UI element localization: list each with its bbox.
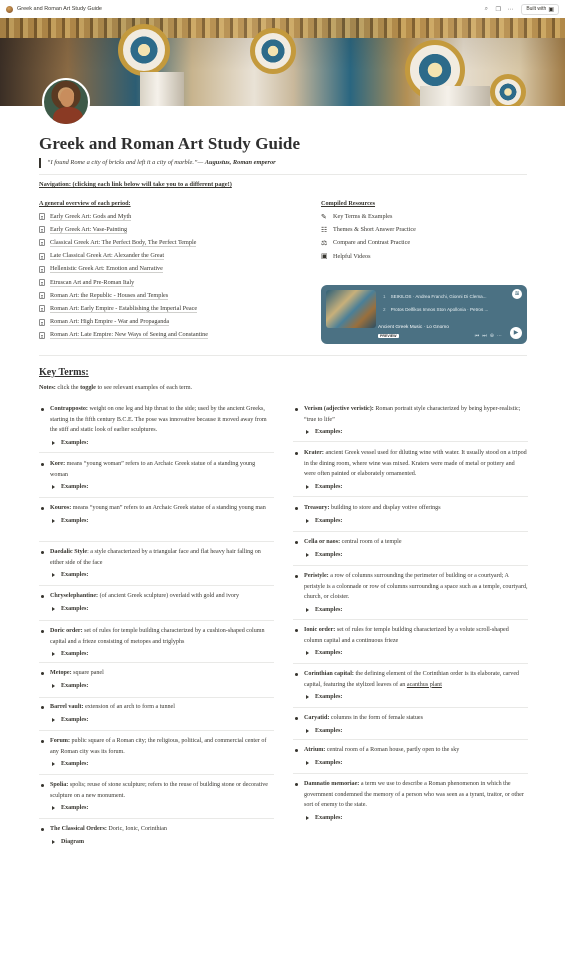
overview-link[interactable] — [39, 263, 208, 276]
play-button[interactable]: ▶ — [510, 327, 522, 339]
examples-toggle[interactable] — [304, 427, 528, 438]
page-icon — [39, 226, 45, 233]
key-term-item — [39, 668, 274, 691]
overview-link-label: Early Greek Art: Vase-Painting — [50, 225, 128, 233]
term-separator — [293, 531, 528, 532]
examples-toggle[interactable] — [304, 605, 528, 616]
term-definition: the defining element of the Corinthian order is its elaborate, carved capital, featuring the stylized leaves of an — [304, 671, 520, 688]
toggle-triangle-icon[interactable] — [52, 573, 55, 577]
examples-label: Examples: — [315, 551, 343, 558]
page-icon — [39, 239, 45, 246]
term-definition: ancient Greek vessel used for diluting wine with water. It usually stood on a tripod in the dining room, where wine was mixed. Kraters were made of metal or pottery and were often painted or elaborately ornamented. — [304, 450, 527, 478]
examples-label: Examples: — [61, 605, 89, 612]
key-terms-heading: Key Terms: — [39, 367, 89, 378]
key-term-item — [293, 745, 528, 768]
tab-title[interactable]: Greek and Roman Art Study Guide — [17, 6, 102, 12]
term-definition: square panel — [71, 670, 104, 676]
term-separator — [293, 565, 528, 566]
copy-icon[interactable]: ❐ — [495, 6, 501, 13]
term-name: Barrel vault: — [50, 704, 84, 710]
examples-label: Examples: — [61, 439, 89, 446]
video-icon: ▣ — [321, 252, 328, 261]
overview-link-label: Early Greek Art: Gods and Myth — [50, 212, 132, 220]
divider — [39, 355, 527, 356]
term-name: Spolia: — [50, 782, 69, 788]
term-separator — [293, 619, 528, 620]
toggle-triangle-icon[interactable] — [306, 729, 309, 733]
built-with-label: Built with — [526, 6, 547, 12]
browser-top-bar — [0, 0, 565, 18]
term-definition: means “young man” refers to an Archaic Greek statue of a standing young man — [71, 505, 266, 511]
term-name: Caryatid: — [304, 715, 330, 721]
term-definition: (of ancient Greek sculpture) overlaid with gold and ivory — [98, 593, 240, 599]
examples-label: Examples: — [61, 805, 89, 812]
toggle-triangle-icon[interactable] — [306, 761, 309, 765]
overview-link[interactable] — [39, 236, 208, 249]
key-term-item — [293, 448, 528, 492]
overview-link-label: Roman Art: Late Empire: New Ways of Seeing and Constantine — [50, 331, 208, 339]
examples-toggle[interactable] — [50, 482, 274, 493]
examples-toggle[interactable] — [50, 803, 274, 814]
key-term-item — [293, 503, 528, 526]
term-separator — [39, 497, 274, 498]
term-name: Verism (adjective veristic): — [304, 406, 374, 412]
examples-toggle[interactable] — [50, 516, 274, 527]
examples-label: Examples: — [315, 650, 343, 657]
term-name: Daedalic Style — [50, 549, 88, 555]
term-definition: columns in the form of female statues — [329, 715, 423, 721]
pencil-note-icon: ✎ — [321, 212, 327, 221]
examples-toggle[interactable] — [304, 550, 528, 561]
examples-toggle[interactable] — [304, 648, 528, 659]
term-definition: central room of a temple — [340, 539, 402, 545]
examples-label: Diagram — [61, 838, 85, 845]
term-name: Contrapposto: — [50, 406, 88, 412]
term-definition: extension of an arch to form a tunnel — [83, 704, 175, 710]
navigation-label: Navigation: (clicking each link below will take you to a different page!) — [39, 181, 232, 188]
term-name: Doric order: — [50, 628, 83, 634]
examples-toggle[interactable] — [50, 715, 274, 726]
more-icon[interactable]: ⋯ — [507, 6, 514, 13]
toggle-triangle-icon[interactable] — [306, 608, 309, 612]
checklist-icon: ☷ — [321, 225, 328, 234]
key-terms-notes: Notes: click the toggle to see relevant examples of each term. — [39, 384, 193, 391]
term-link[interactable]: acanthus plant — [406, 681, 442, 688]
key-term-item — [293, 669, 528, 703]
page-icon — [39, 266, 45, 273]
page-icon — [39, 213, 45, 220]
toggle-triangle-icon[interactable] — [306, 519, 309, 523]
term-separator — [39, 662, 274, 663]
built-with-button[interactable] — [521, 4, 559, 15]
examples-toggle[interactable] — [50, 649, 274, 660]
examples-toggle[interactable] — [304, 482, 528, 493]
key-term-item — [39, 736, 274, 770]
now-playing: Ancient Greek Music · Lo Gnomo — [378, 325, 449, 330]
toggle-triangle-icon[interactable] — [306, 485, 309, 489]
examples-toggle[interactable] — [50, 604, 274, 615]
player-controls[interactable] — [475, 333, 505, 339]
resources-list — [321, 210, 416, 263]
toggle-triangle-icon[interactable] — [306, 816, 309, 820]
toggle-triangle-icon[interactable] — [52, 762, 55, 766]
term-name: Cella or naos: — [304, 539, 341, 545]
spotify-logo-icon[interactable]: ≋ — [512, 289, 522, 299]
overview-link[interactable] — [39, 302, 208, 315]
examples-label: Examples: — [61, 761, 89, 768]
examples-toggle[interactable] — [304, 813, 528, 824]
key-term-item — [39, 404, 274, 448]
examples-toggle[interactable] — [304, 692, 528, 703]
term-separator — [39, 818, 274, 819]
resource-link[interactable] — [321, 250, 416, 263]
examples-toggle[interactable] — [304, 758, 528, 769]
term-definition: set of rules for temple building characterized by a cushion-shaped column capital and a frieze consisting of metopes and triglyphs — [50, 628, 265, 645]
toggle-triangle-icon[interactable] — [306, 651, 309, 655]
quote-author: Augustus, Roman emperor — [204, 159, 276, 166]
toggle-triangle-icon[interactable] — [52, 652, 55, 656]
overview-link[interactable] — [39, 223, 208, 236]
resource-link-label: Key Terms & Examples — [333, 213, 393, 221]
term-separator — [39, 697, 274, 698]
quote-text: “I found Rome a city of bricks and left it a city of marble.”— — [47, 159, 205, 166]
examples-toggle[interactable] — [50, 837, 274, 848]
key-term-item — [39, 591, 274, 614]
term-name: Krater: — [304, 450, 324, 456]
term-separator — [39, 452, 274, 453]
resource-link[interactable] — [321, 236, 416, 249]
page-title: Greek and Roman Art Study Guide — [39, 134, 301, 153]
term-name: Corinthian capital: — [304, 671, 354, 677]
toggle-triangle-icon[interactable] — [52, 806, 55, 810]
examples-label: Examples: — [315, 429, 343, 436]
page-icon — [39, 279, 45, 286]
page-favicon-icon — [6, 6, 13, 13]
term-separator — [39, 774, 274, 775]
examples-label: Examples: — [61, 484, 89, 491]
overview-link-label: Hellenistic Greek Art: Emotion and Narrative — [50, 265, 163, 273]
overview-link-label: Late Classical Greek Art: Alexander the Great — [50, 252, 165, 260]
examples-label: Examples: — [61, 651, 89, 658]
term-separator — [293, 496, 528, 497]
album-art — [326, 290, 376, 328]
toggle-triangle-icon[interactable] — [52, 607, 55, 611]
toggle-triangle-icon[interactable] — [52, 519, 55, 523]
examples-toggle[interactable] — [304, 516, 528, 527]
page-icon — [39, 319, 45, 326]
resource-link-label: Themes & Short Answer Practice — [333, 226, 416, 234]
overview-link[interactable] — [39, 316, 208, 329]
term-name: Atrium: — [304, 747, 326, 753]
examples-label: Examples: — [315, 606, 343, 613]
examples-label: Examples: — [315, 727, 343, 734]
term-separator — [293, 739, 528, 740]
term-name: Peristyle: — [304, 573, 329, 579]
key-term-item — [39, 824, 274, 847]
add-icon: ⊕ — [489, 333, 497, 339]
page-icon — [39, 292, 45, 299]
overview-link[interactable] — [39, 210, 208, 223]
overview-link-label: Roman Art: Early Empire - Establishing the Imperial Peace — [50, 304, 198, 312]
page-icon — [39, 332, 45, 339]
page-icon-portrait — [42, 78, 90, 126]
term-definition: : a style characterized by a triangular face and flat heavy hair falling on either side of the face — [50, 549, 261, 566]
more-icon: ⋯ — [497, 333, 505, 339]
resource-link[interactable] — [321, 223, 416, 236]
term-definition: spolis; reuse of stone sculpture; refers to the reuse of building stone or decorative sculpture on a new monument. — [50, 782, 268, 799]
overview-link[interactable] — [39, 329, 208, 342]
overview-list — [39, 210, 208, 342]
overview-link-label: Roman Art: High Empire - War and Propaganda — [50, 318, 170, 326]
examples-label: Examples: — [315, 759, 343, 766]
examples-label: Examples: — [61, 517, 89, 524]
overview-link[interactable] — [39, 276, 208, 289]
term-separator — [293, 663, 528, 664]
examples-toggle[interactable] — [304, 726, 528, 737]
key-term-item — [293, 537, 528, 560]
term-name: Chryselephantine: — [50, 593, 99, 599]
term-name: Kore: — [50, 461, 66, 467]
next-icon: ⏭ — [482, 333, 490, 339]
track-title: SEIKILOS · Andrea Franchi, Gionni Di Clema... — [390, 294, 487, 299]
track-row[interactable]: 1 SEIKILOS · Andrea Franchi, Gionni Di Clema... — [383, 294, 487, 299]
term-name: Forum: — [50, 738, 70, 744]
term-definition: central room of a Roman house, partly open to the sky — [325, 747, 460, 753]
resource-link-label: Helpful Videos — [333, 252, 371, 260]
search-icon[interactable]: ⌕ — [484, 5, 488, 12]
key-term-item — [39, 503, 274, 526]
examples-label: Examples: — [315, 483, 343, 490]
toggle-triangle-icon[interactable] — [52, 485, 55, 489]
track-title: Protos Delfikos Imnos Ston Apollonia · Petros ... — [390, 307, 489, 312]
key-term-item — [293, 625, 528, 659]
term-name: Damnatio memoriae: — [304, 781, 360, 787]
resource-link-label: Compare and Contrast Practice — [333, 239, 411, 247]
examples-toggle[interactable] — [50, 438, 274, 449]
key-term-item — [39, 780, 274, 814]
key-term-item — [39, 459, 274, 493]
music-player-embed[interactable] — [321, 285, 527, 344]
quote-block — [39, 158, 276, 168]
key-term-item — [293, 571, 528, 615]
term-separator — [293, 441, 528, 442]
page-icon — [39, 253, 45, 260]
resource-link[interactable] — [321, 210, 416, 223]
examples-toggle[interactable] — [50, 759, 274, 770]
divider — [39, 174, 527, 175]
toggle-triangle-icon[interactable] — [52, 718, 55, 722]
page-icon — [39, 305, 45, 312]
term-name: Metope: — [50, 670, 72, 676]
term-separator — [293, 773, 528, 774]
preview-badge: PREVIEW — [380, 334, 397, 338]
term-separator — [293, 707, 528, 708]
examples-label: Examples: — [315, 694, 343, 701]
term-definition: weight on one leg and hip thrust to the side; used by the ancient Greeks, starting in the fifth century B.C.E. The pose was innovative because it moved away from the stiff and static look of earlier sculptures. — [50, 406, 267, 434]
term-name: Kouros: — [50, 505, 72, 511]
term-name: Ionic order: — [304, 627, 336, 633]
examples-label: Examples: — [315, 814, 343, 821]
track-row[interactable]: 2 Protos Delfikos Imnos Ston Apollonia · Petros ... — [383, 307, 489, 312]
key-term-item — [293, 713, 528, 736]
toggle-triangle-icon[interactable] — [306, 695, 309, 699]
toggle-triangle-icon[interactable] — [306, 553, 309, 557]
toggle-triangle-icon[interactable] — [52, 441, 55, 445]
term-separator — [39, 585, 274, 586]
examples-toggle[interactable] — [50, 681, 274, 692]
term-definition: a row of columns surrounding the perimeter of building or a courtyard; A peristyle is a colonnade or row of columns surrounding a space such as a temple, courtyard, church, or cloister. — [304, 573, 528, 601]
term-name: Treasury: — [304, 505, 330, 511]
examples-label: Examples: — [61, 682, 89, 689]
compare-icon: ⚖ — [321, 238, 328, 247]
term-definition: public square of a Roman city; the religious, political, and commercial center of any Roman city was its forum. — [50, 738, 267, 755]
overview-heading: A general overview of each period: — [39, 200, 131, 207]
key-term-item — [293, 779, 528, 823]
overview-link-label: Roman Art: the Republic - Houses and Temples — [50, 291, 169, 299]
term-separator — [39, 620, 274, 621]
notion-logo-icon: ▣ — [548, 6, 554, 13]
term-definition: Doric, Ionic, Corinthian — [106, 826, 167, 832]
examples-label: Examples: — [61, 716, 89, 723]
toggle-triangle-icon[interactable] — [306, 430, 309, 434]
examples-toggle[interactable] — [50, 570, 274, 581]
term-definition: building to store and display votive offerings — [329, 505, 441, 511]
term-definition: a term we use to describe a Roman phenomenon in which the government condemned the memory of a person who was seen as a tyrant, traitor, or other sort of enemy to the state. — [304, 781, 524, 809]
overview-link-label: Classical Greek Art: The Perfect Body, The Perfect Temple — [50, 238, 197, 246]
term-name: The Classical Orders: — [50, 826, 107, 832]
key-term-item — [293, 404, 528, 438]
previous-icon: ⏮ — [474, 333, 483, 339]
examples-label: Examples: — [315, 517, 343, 524]
term-definition: means “young woman” refers to an Archaic Greek statue of a standing young woman — [50, 461, 256, 478]
term-definition: set of rules for temple building characterized by a volute scroll-shaped column capital and a continuous frieze — [304, 627, 509, 644]
toggle-triangle-icon[interactable] — [52, 684, 55, 688]
key-term-item — [39, 702, 274, 725]
overview-link-label: Etruscan Art and Pre-Roman Italy — [50, 278, 135, 286]
key-term-item — [39, 626, 274, 660]
key-term-item — [39, 547, 274, 581]
term-definition: Roman portrait style characterized by being hyper-realistic; “true to life” — [304, 406, 521, 423]
term-separator — [39, 541, 274, 542]
examples-label: Examples: — [61, 572, 89, 579]
overview-link[interactable] — [39, 289, 208, 302]
overview-link[interactable] — [39, 250, 208, 263]
resources-heading: Compiled Resources — [321, 200, 376, 207]
toggle-triangle-icon[interactable] — [52, 840, 55, 844]
term-separator — [39, 730, 274, 731]
